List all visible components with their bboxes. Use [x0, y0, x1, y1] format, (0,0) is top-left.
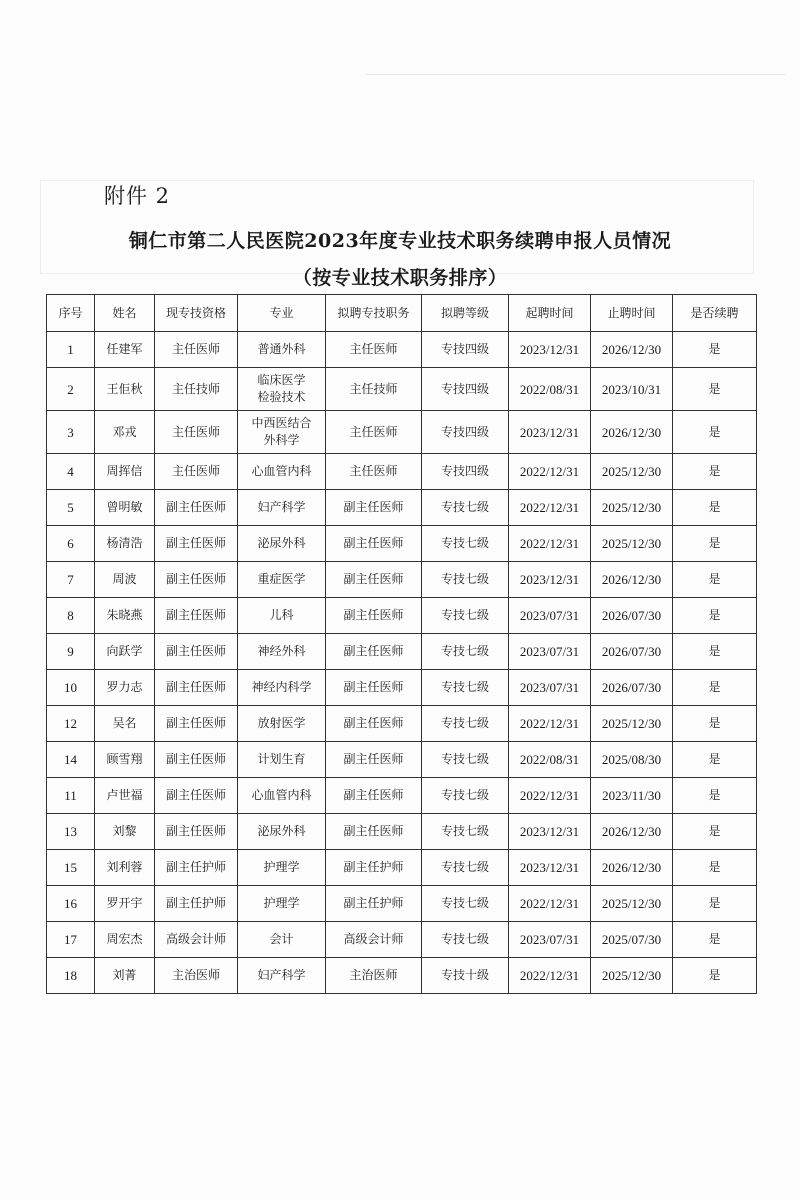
cell-specialty: 心血管内科	[238, 778, 326, 814]
cell-specialty: 泌尿外科	[238, 526, 326, 562]
cell-index: 7	[47, 562, 95, 598]
cell-index: 2	[47, 368, 95, 411]
cell-end-date: 2025/08/30	[591, 742, 673, 778]
cell-proposed-grade: 专技七级	[422, 670, 509, 706]
cell-proposed-position: 副主任护师	[326, 850, 422, 886]
cell-renewal: 是	[673, 958, 757, 994]
cell-renewal: 是	[673, 706, 757, 742]
header-index: 序号	[47, 295, 95, 332]
cell-proposed-position: 主治医师	[326, 958, 422, 994]
cell-proposed-position: 副主任医师	[326, 562, 422, 598]
cell-name: 顾雪翔	[95, 742, 155, 778]
table-row	[47, 634, 757, 670]
cell-current-qualification: 主任医师	[155, 332, 238, 368]
cell-start-date: 2022/12/31	[509, 706, 591, 742]
cell-proposed-grade: 专技四级	[422, 411, 509, 454]
cell-index: 16	[47, 886, 95, 922]
cell-proposed-grade: 专技七级	[422, 886, 509, 922]
cell-end-date: 2026/12/30	[591, 332, 673, 368]
cell-end-date: 2025/12/30	[591, 454, 673, 490]
cell-current-qualification: 副主任医师	[155, 526, 238, 562]
cell-proposed-position: 副主任医师	[326, 814, 422, 850]
cell-name: 周波	[95, 562, 155, 598]
cell-proposed-position: 副主任医师	[326, 778, 422, 814]
cell-end-date: 2026/12/30	[591, 411, 673, 454]
table-row	[47, 814, 757, 850]
header-specialty: 专业	[238, 295, 326, 332]
cell-proposed-position: 主任医师	[326, 411, 422, 454]
table-row	[47, 850, 757, 886]
cell-current-qualification: 副主任医师	[155, 742, 238, 778]
cell-start-date: 2022/12/31	[509, 778, 591, 814]
cell-end-date: 2023/11/30	[591, 778, 673, 814]
cell-end-date: 2026/12/30	[591, 814, 673, 850]
cell-name: 罗开宇	[95, 886, 155, 922]
cell-proposed-position: 主任医师	[326, 332, 422, 368]
document-title: 铜仁市第二人民医院2023年度专业技术职务续聘申报人员情况	[128, 230, 672, 252]
cell-name: 王佢秋	[95, 368, 155, 411]
table-row	[47, 706, 757, 742]
header-proposed-grade: 拟聘等级	[422, 295, 509, 332]
cell-current-qualification: 副主任医师	[155, 706, 238, 742]
cell-index: 12	[47, 706, 95, 742]
cell-end-date: 2026/12/30	[591, 562, 673, 598]
cell-proposed-grade: 专技七级	[422, 490, 509, 526]
cell-proposed-grade: 专技四级	[422, 332, 509, 368]
cell-end-date: 2026/07/30	[591, 598, 673, 634]
cell-specialty: 泌尿外科	[238, 814, 326, 850]
cell-start-date: 2023/12/31	[509, 332, 591, 368]
cell-renewal: 是	[673, 411, 757, 454]
cell-proposed-grade: 专技七级	[422, 634, 509, 670]
table-row	[47, 922, 757, 958]
cell-specialty: 临床医学 检验技术	[238, 368, 326, 411]
cell-end-date: 2026/12/30	[591, 850, 673, 886]
cell-current-qualification: 副主任护师	[155, 850, 238, 886]
cell-renewal: 是	[673, 490, 757, 526]
cell-current-qualification: 主治医师	[155, 958, 238, 994]
cell-index: 11	[47, 778, 95, 814]
cell-specialty: 儿科	[238, 598, 326, 634]
cell-start-date: 2023/07/31	[509, 670, 591, 706]
cell-proposed-position: 副主任医师	[326, 598, 422, 634]
cell-specialty: 妇产科学	[238, 490, 326, 526]
cell-end-date: 2025/12/30	[591, 886, 673, 922]
cell-specialty: 护理学	[238, 886, 326, 922]
cell-name: 刘菁	[95, 958, 155, 994]
cell-index: 6	[47, 526, 95, 562]
cell-current-qualification: 副主任护师	[155, 886, 238, 922]
cell-index: 13	[47, 814, 95, 850]
cell-proposed-grade: 专技四级	[422, 368, 509, 411]
cell-current-qualification: 副主任医师	[155, 598, 238, 634]
attachment-label: 附件 2	[104, 184, 171, 208]
cell-renewal: 是	[673, 742, 757, 778]
cell-end-date: 2025/12/30	[591, 706, 673, 742]
cell-proposed-position: 副主任医师	[326, 670, 422, 706]
scan-artifact-line	[365, 74, 785, 75]
cell-start-date: 2022/12/31	[509, 490, 591, 526]
table-row	[47, 670, 757, 706]
table-row	[47, 368, 757, 411]
cell-end-date: 2025/12/30	[591, 490, 673, 526]
cell-name: 刘黎	[95, 814, 155, 850]
cell-start-date: 2023/12/31	[509, 562, 591, 598]
cell-name: 周挥信	[95, 454, 155, 490]
cell-current-qualification: 副主任医师	[155, 778, 238, 814]
table-row	[47, 562, 757, 598]
header-end-date: 止聘时间	[591, 295, 673, 332]
header-name: 姓名	[95, 295, 155, 332]
cell-index: 9	[47, 634, 95, 670]
cell-name: 罗力志	[95, 670, 155, 706]
cell-specialty: 护理学	[238, 850, 326, 886]
cell-name: 向跃学	[95, 634, 155, 670]
cell-current-qualification: 副主任医师	[155, 562, 238, 598]
cell-renewal: 是	[673, 850, 757, 886]
cell-current-qualification: 高级会计师	[155, 922, 238, 958]
cell-start-date: 2022/12/31	[509, 526, 591, 562]
cell-start-date: 2022/12/31	[509, 886, 591, 922]
cell-end-date: 2025/12/30	[591, 958, 673, 994]
cell-start-date: 2022/08/31	[509, 368, 591, 411]
cell-renewal: 是	[673, 814, 757, 850]
cell-renewal: 是	[673, 922, 757, 958]
staff-renewal-table	[46, 294, 757, 994]
cell-current-qualification: 副主任医师	[155, 814, 238, 850]
table-row	[47, 454, 757, 490]
header-renewal: 是否续聘	[673, 295, 757, 332]
cell-index: 10	[47, 670, 95, 706]
cell-renewal: 是	[673, 526, 757, 562]
cell-renewal: 是	[673, 634, 757, 670]
cell-name: 任建军	[95, 332, 155, 368]
cell-name: 邓戎	[95, 411, 155, 454]
cell-start-date: 2023/12/31	[509, 850, 591, 886]
cell-name: 曾明敏	[95, 490, 155, 526]
cell-proposed-grade: 专技七级	[422, 742, 509, 778]
cell-end-date: 2026/07/30	[591, 670, 673, 706]
cell-proposed-grade: 专技七级	[422, 922, 509, 958]
cell-proposed-position: 副主任医师	[326, 634, 422, 670]
cell-start-date: 2023/12/31	[509, 411, 591, 454]
cell-proposed-grade: 专技四级	[422, 454, 509, 490]
cell-specialty: 会计	[238, 922, 326, 958]
cell-current-qualification: 主任医师	[155, 454, 238, 490]
cell-index: 17	[47, 922, 95, 958]
cell-current-qualification: 主任医师	[155, 411, 238, 454]
cell-proposed-position: 高级会计师	[326, 922, 422, 958]
cell-proposed-grade: 专技七级	[422, 778, 509, 814]
cell-renewal: 是	[673, 670, 757, 706]
cell-renewal: 是	[673, 886, 757, 922]
cell-proposed-grade: 专技七级	[422, 526, 509, 562]
cell-end-date: 2026/07/30	[591, 634, 673, 670]
cell-specialty: 普通外科	[238, 332, 326, 368]
cell-proposed-grade: 专技七级	[422, 562, 509, 598]
cell-specialty: 神经内科学	[238, 670, 326, 706]
cell-index: 15	[47, 850, 95, 886]
table-body	[47, 332, 757, 994]
cell-current-qualification: 副主任医师	[155, 634, 238, 670]
cell-name: 刘利蓉	[95, 850, 155, 886]
cell-index: 1	[47, 332, 95, 368]
cell-end-date: 2023/10/31	[591, 368, 673, 411]
table-row	[47, 411, 757, 454]
cell-current-qualification: 副主任医师	[155, 670, 238, 706]
cell-proposed-position: 主任医师	[326, 454, 422, 490]
cell-proposed-grade: 专技七级	[422, 598, 509, 634]
cell-index: 14	[47, 742, 95, 778]
cell-start-date: 2022/12/31	[509, 958, 591, 994]
cell-name: 朱晓燕	[95, 598, 155, 634]
cell-renewal: 是	[673, 562, 757, 598]
cell-index: 8	[47, 598, 95, 634]
table-row	[47, 598, 757, 634]
cell-specialty: 计划生育	[238, 742, 326, 778]
cell-start-date: 2023/07/31	[509, 922, 591, 958]
cell-name: 吴名	[95, 706, 155, 742]
cell-end-date: 2025/07/30	[591, 922, 673, 958]
cell-proposed-position: 副主任护师	[326, 886, 422, 922]
cell-end-date: 2025/12/30	[591, 526, 673, 562]
cell-renewal: 是	[673, 778, 757, 814]
cell-specialty: 中西医结合 外科学	[238, 411, 326, 454]
cell-proposed-grade: 专技七级	[422, 850, 509, 886]
table-row	[47, 958, 757, 994]
cell-renewal: 是	[673, 368, 757, 411]
cell-renewal: 是	[673, 598, 757, 634]
header-current-qualification: 现专技资格	[155, 295, 238, 332]
cell-specialty: 放射医学	[238, 706, 326, 742]
table-row	[47, 742, 757, 778]
cell-current-qualification: 主任技师	[155, 368, 238, 411]
cell-index: 18	[47, 958, 95, 994]
cell-current-qualification: 副主任医师	[155, 490, 238, 526]
cell-index: 5	[47, 490, 95, 526]
cell-index: 3	[47, 411, 95, 454]
cell-specialty: 重症医学	[238, 562, 326, 598]
cell-start-date: 2022/08/31	[509, 742, 591, 778]
table-header-row	[47, 295, 757, 332]
header-proposed-position: 拟聘专技职务	[326, 295, 422, 332]
cell-proposed-grade: 专技十级	[422, 958, 509, 994]
cell-renewal: 是	[673, 454, 757, 490]
cell-name: 杨清浩	[95, 526, 155, 562]
cell-proposed-position: 副主任医师	[326, 526, 422, 562]
table-row	[47, 526, 757, 562]
cell-proposed-position: 副主任医师	[326, 490, 422, 526]
cell-name: 卢世福	[95, 778, 155, 814]
header-start-date: 起聘时间	[509, 295, 591, 332]
cell-specialty: 妇产科学	[238, 958, 326, 994]
cell-start-date: 2022/12/31	[509, 454, 591, 490]
table-row	[47, 886, 757, 922]
cell-start-date: 2023/07/31	[509, 634, 591, 670]
cell-start-date: 2023/12/31	[509, 814, 591, 850]
cell-index: 4	[47, 454, 95, 490]
cell-proposed-grade: 专技七级	[422, 814, 509, 850]
cell-name: 周宏杰	[95, 922, 155, 958]
cell-proposed-grade: 专技七级	[422, 706, 509, 742]
table-row	[47, 778, 757, 814]
cell-proposed-position: 副主任医师	[326, 742, 422, 778]
document-subtitle: （按专业技术职务排序）	[292, 267, 508, 289]
cell-specialty: 心血管内科	[238, 454, 326, 490]
cell-proposed-position: 主任技师	[326, 368, 422, 411]
table-row	[47, 332, 757, 368]
cell-start-date: 2023/07/31	[509, 598, 591, 634]
cell-specialty: 神经外科	[238, 634, 326, 670]
cell-renewal: 是	[673, 332, 757, 368]
table-row	[47, 490, 757, 526]
cell-proposed-position: 副主任医师	[326, 706, 422, 742]
